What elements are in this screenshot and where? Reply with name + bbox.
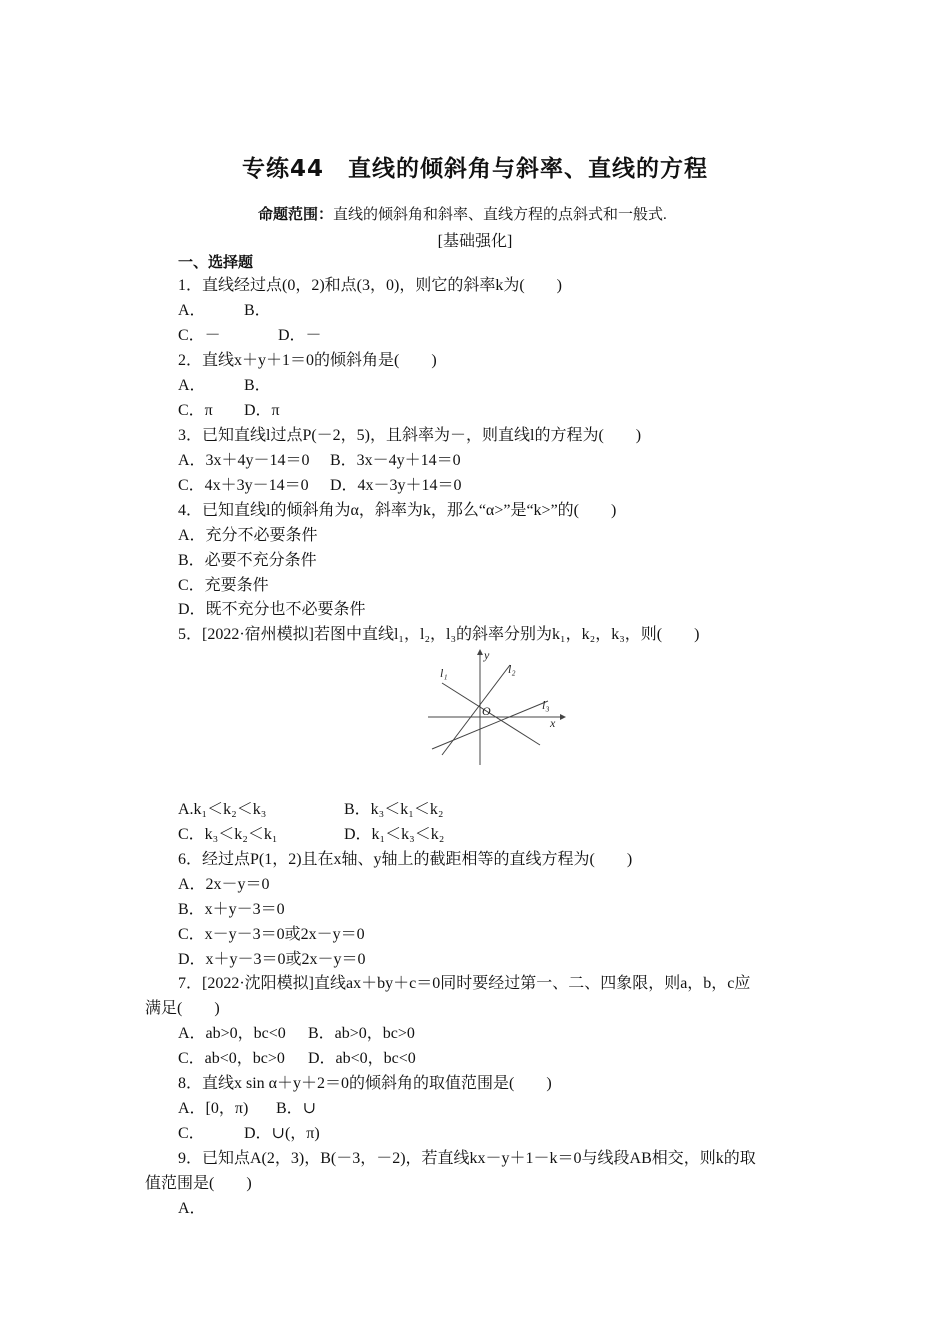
q6-option-d: D．x＋y－3＝0或2x－y＝0 bbox=[178, 951, 366, 968]
page-title: 专练44 直线的倾斜角与斜率、直线的方程 bbox=[241, 156, 708, 182]
q6-option-c: C．x－y－3＝0或2x－y＝0 bbox=[178, 926, 365, 943]
q3-stem: 3．已知直线l过点P(－2，5)，且斜率为－，则直线l的方程为( ) bbox=[178, 427, 642, 444]
q2-option-c: C．π bbox=[178, 402, 213, 419]
y-axis-arrow-icon bbox=[477, 649, 483, 655]
q5-option-d: D．k₁＜k₃＜k₂ bbox=[344, 826, 445, 843]
q1-stem: 1．直线经过点(0，2)和点(3，0)，则它的斜率k为( ) bbox=[178, 277, 562, 294]
q7-stem-line1: 7．[2022·沈阳模拟]直线ax＋by＋c＝0同时要经过第一、二、四象限，则a，b，c应 bbox=[178, 975, 751, 992]
scope-line bbox=[258, 203, 667, 224]
q8-option-d: D．∪(，π) bbox=[244, 1125, 320, 1142]
q1-option-c: C．－ bbox=[178, 327, 221, 344]
label-l1: l₁ bbox=[440, 666, 448, 680]
q6-stem: 6．经过点P(1，2)且在x轴、y轴上的截距相等的直线方程为( ) bbox=[178, 851, 633, 868]
q3-option-c: C．4x＋3y－14＝0 bbox=[178, 477, 309, 494]
q5-option-c: C．k₃＜k₂＜k₁ bbox=[178, 826, 278, 843]
q4-option-d: D．既不充分也不必要条件 bbox=[178, 601, 366, 618]
q2-option-a: A． bbox=[178, 377, 206, 394]
q1-option-b: B． bbox=[244, 302, 271, 319]
q5-option-b: B．k₃＜k₁＜k₂ bbox=[344, 801, 444, 818]
q3-option-a: A．3x＋4y－14＝0 bbox=[178, 452, 310, 469]
q9-stem-line1: 9．已知点A(2，3)，B(－3，－2)，若直线kx－y＋1－k＝0与线段AB相交，则k的取 bbox=[178, 1150, 756, 1167]
q7-option-a: A．ab>0，bc<0 bbox=[178, 1025, 286, 1042]
q7-option-c: C．ab<0，bc>0 bbox=[178, 1050, 285, 1067]
q2-stem: 2．直线x＋y＋1＝0的倾斜角是( ) bbox=[178, 352, 437, 369]
q7-option-d: D．ab<0，bc<0 bbox=[308, 1050, 416, 1067]
q9-stem-line2: 值范围是( ) bbox=[145, 1175, 252, 1192]
q5-stem: 5．[2022·宿州模拟]若图中直线l₁，l₂，l₃的斜率分别为k₁，k₂，k₃，则( ) bbox=[178, 626, 700, 643]
q1-option-a: A． bbox=[178, 302, 206, 319]
x-axis-arrow-icon bbox=[560, 714, 566, 720]
label-origin: O bbox=[482, 704, 491, 718]
q2-option-d: D．π bbox=[244, 402, 280, 419]
q5-figure bbox=[420, 645, 570, 770]
section-heading: 一、选择题 bbox=[178, 253, 254, 271]
q2-option-b: B． bbox=[244, 377, 271, 394]
q6-option-a: A．2x－y＝0 bbox=[178, 876, 270, 893]
label-l2: l₂ bbox=[508, 662, 516, 676]
q8-option-b: B．∪ bbox=[276, 1100, 317, 1117]
scope-label: 命题范围： bbox=[258, 205, 334, 223]
q3-option-d: D．4x－3y＋14＝0 bbox=[330, 477, 462, 494]
q4-stem: 4．已知直线l的倾斜角为α，斜率为k，那么“α>”是“k>”的( ) bbox=[178, 502, 617, 519]
q7-option-b: B．ab>0，bc>0 bbox=[308, 1025, 415, 1042]
q4-option-c: C．充要条件 bbox=[178, 577, 269, 594]
label-x: x bbox=[550, 716, 556, 730]
q8-stem: 8．直线x sin α＋y＋2＝0的倾斜角的取值范围是( ) bbox=[178, 1075, 552, 1092]
q8-option-c: C． bbox=[178, 1125, 205, 1142]
q1-option-d: D．－ bbox=[278, 327, 322, 344]
scope-text: 直线的倾斜角和斜率、直线方程的点斜式和一般式. bbox=[333, 207, 667, 223]
q4-option-a: A．充分不必要条件 bbox=[178, 527, 318, 544]
label-y: y bbox=[484, 648, 490, 662]
q7-stem-line2: 满足( ) bbox=[145, 1000, 220, 1017]
q9-option-a: A． bbox=[178, 1200, 206, 1217]
line-l2 bbox=[442, 665, 510, 755]
q5-option-a: A.k₁＜k₂＜k₃ bbox=[178, 801, 267, 818]
q6-option-b: B．x＋y－3＝0 bbox=[178, 901, 285, 918]
section-badge: [基础强化] bbox=[437, 233, 513, 250]
label-l3: l₃ bbox=[542, 698, 550, 712]
q4-option-b: B．必要不充分条件 bbox=[178, 552, 317, 569]
q3-option-b: B．3x－4y＋14＝0 bbox=[330, 452, 461, 469]
q8-option-a: A．[0，π) bbox=[178, 1100, 249, 1117]
